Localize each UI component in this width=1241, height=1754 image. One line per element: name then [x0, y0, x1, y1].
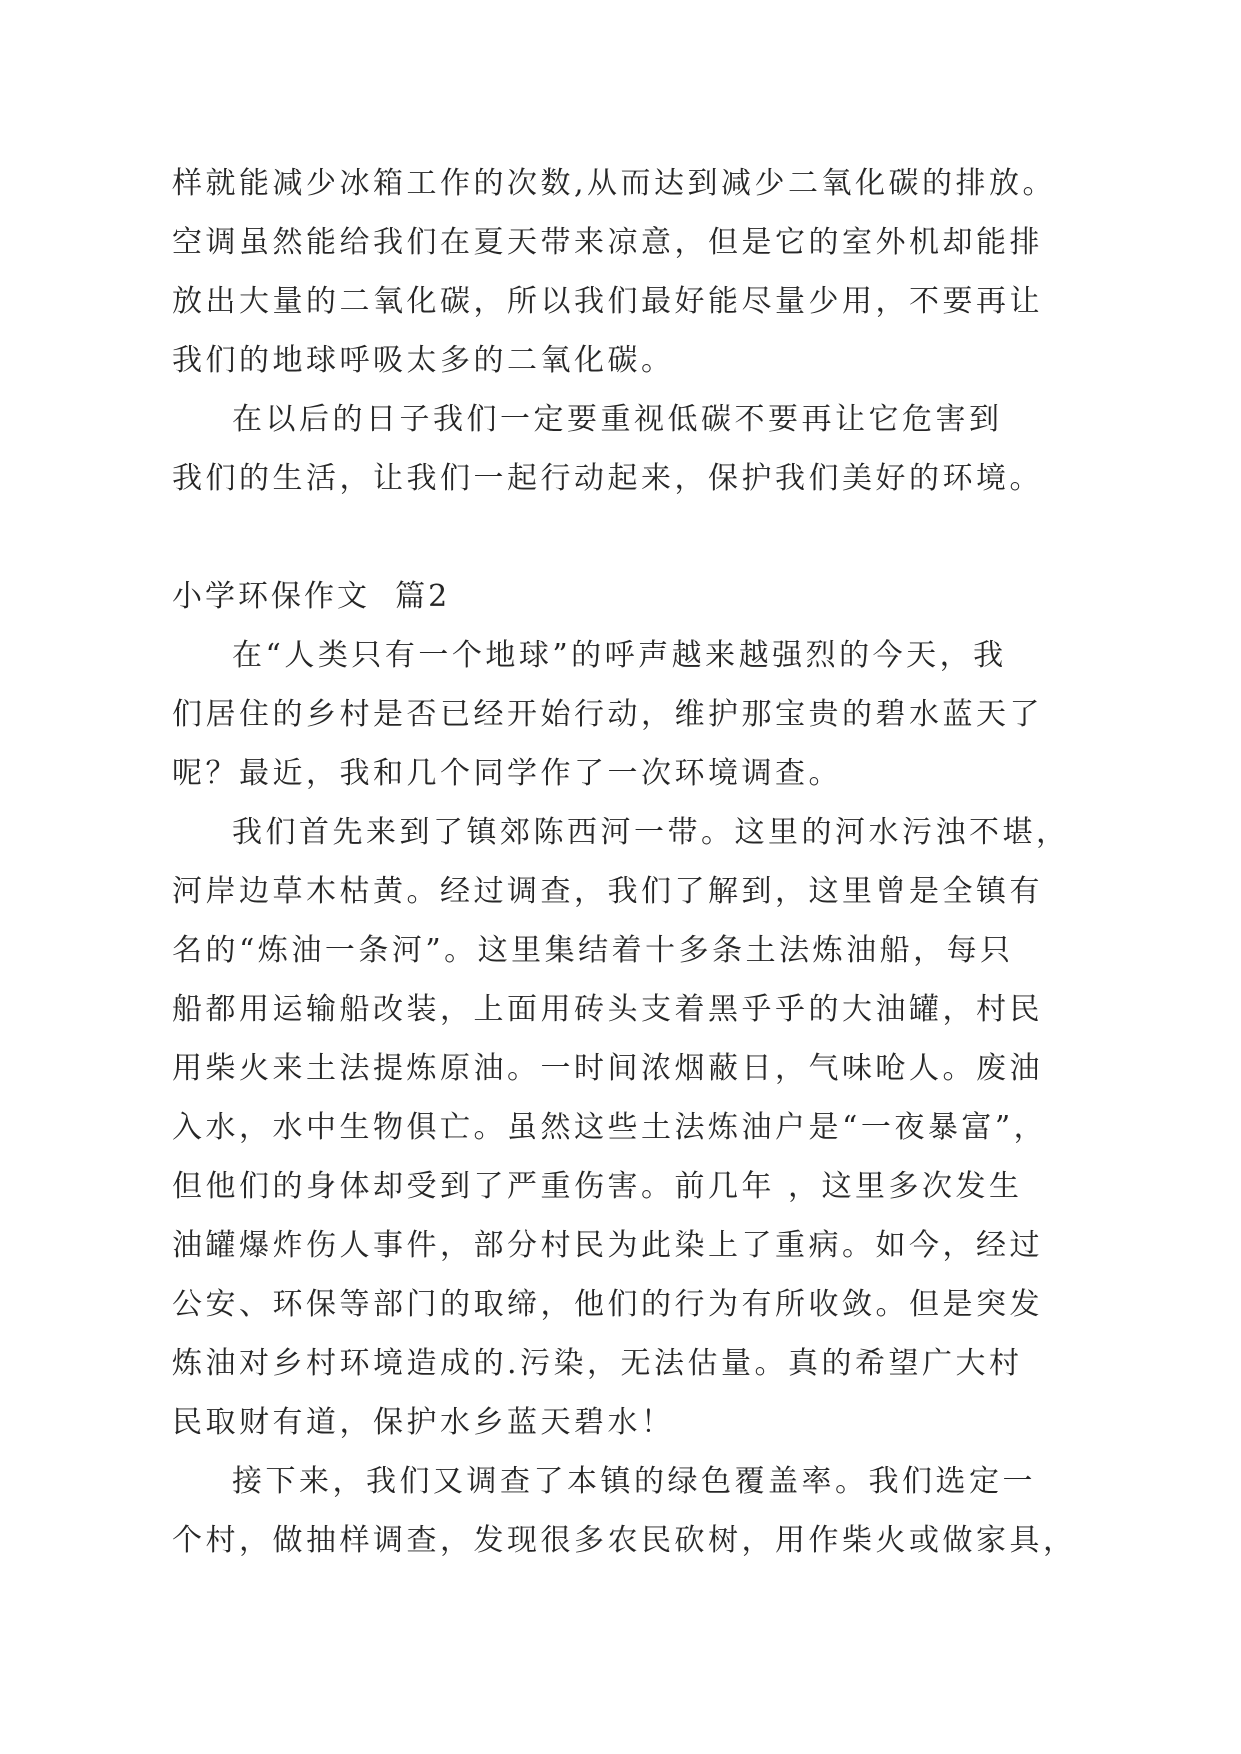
- text-line: 炼油对乡村环境造成的.污染，无法估量。真的希望广大村: [172, 1346, 1023, 1381]
- paragraph: [172, 1452, 1172, 1570]
- paragraph: [172, 803, 1172, 1452]
- text-line: 名的“炼油一条河”。这里集结着十多条土法炼油船，每只: [172, 933, 1014, 968]
- text-line: 在“人类只有一个地球”的呼声越来越强烈的今天，我: [232, 638, 1007, 673]
- text-line: 个村，做抽样调查，发现很多农民砍树，用作柴火或做家具，: [172, 1523, 1077, 1558]
- text-line: 入水，水中生物俱亡。虽然这些土法炼油户是“一夜暴富”，: [172, 1110, 1048, 1145]
- document-body: [172, 154, 1172, 1570]
- section: [172, 154, 1172, 508]
- paragraph: [172, 626, 1172, 803]
- text-line: 民取财有道，保护水乡蓝天碧水！: [172, 1405, 675, 1440]
- text-line: 船都用运输船改装，上面用砖头支着黑乎乎的大油罐，村民: [172, 992, 1043, 1027]
- paragraph: [172, 390, 1172, 508]
- text-line: 呢？最近，我和几个同学作了一次环境调查。: [172, 756, 842, 791]
- text-line: 我们首先来到了镇郊陈西河一带。这里的河水污浊不堪，: [232, 815, 1070, 850]
- text-line: 河岸边草木枯黄。经过调查，我们了解到，这里曾是全镇有: [172, 874, 1043, 909]
- text-line: 空调虽然能给我们在夏天带来凉意，但是它的室外机却能排: [172, 225, 1043, 260]
- text-line: 接下来，我们又调查了本镇的绿色覆盖率。我们选定一: [232, 1464, 1036, 1499]
- text-line: 油罐爆炸伤人事件，部分村民为此染上了重病。如今，经过: [172, 1228, 1043, 1263]
- text-line: 公安、环保等部门的取缔，他们的行为有所收敛。但是突发: [172, 1287, 1043, 1322]
- text-line: 我们的地球呼吸太多的二氧化碳。: [172, 343, 675, 378]
- text-line: 在以后的日子我们一定要重视低碳不要再让它危害到: [232, 402, 1003, 437]
- section: [172, 567, 1172, 1570]
- text-line: 放出大量的二氧化碳，所以我们最好能尽量少用，不要再让: [172, 284, 1043, 319]
- text-line: 但他们的身体却受到了严重伤害。前几年 ，这里多次发生: [172, 1169, 1023, 1204]
- section-heading: 小学环保作文 篇2: [172, 579, 451, 614]
- paragraph: [172, 154, 1172, 390]
- blank-line: [172, 508, 1172, 567]
- text-line: 用柴火来土法提炼原油。一时间浓烟蔽日，气味呛人。废油: [172, 1051, 1043, 1086]
- text-line: 们居住的乡村是否已经开始行动，维护那宝贵的碧水蓝天了: [172, 697, 1043, 732]
- text-line: 样就能减少冰箱工作的次数,从而达到减少二氧化碳的排放。: [172, 166, 1057, 201]
- text-line: 我们的生活，让我们一起行动起来，保护我们美好的环境。: [172, 461, 1043, 496]
